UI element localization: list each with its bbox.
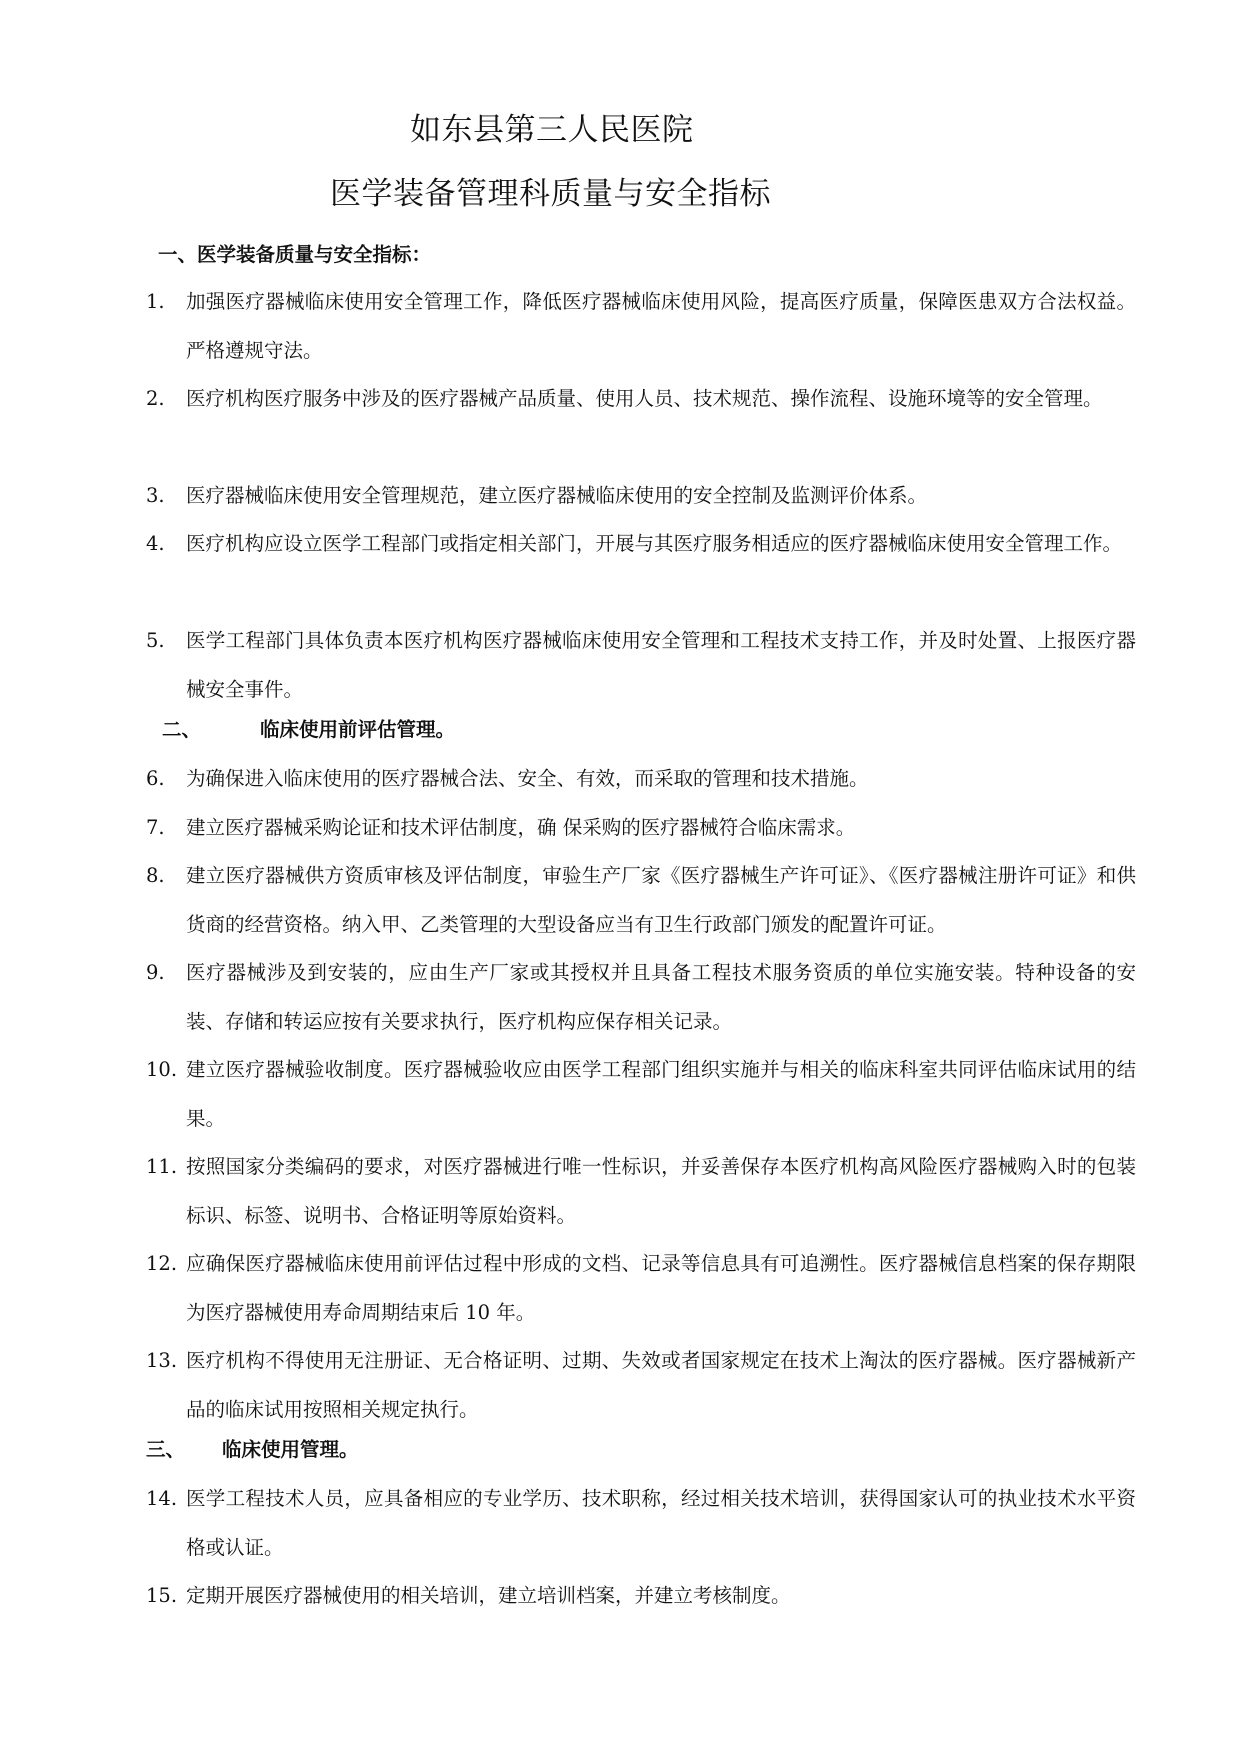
item-text: 医学工程部门具体负责本医疗机构医疗器械临床使用安全管理和工程技术支持工作，并及时处置、上报医疗器械安全事件。 [186, 629, 1136, 701]
section-number: 三、 [146, 1438, 186, 1461]
item-text: 医疗机构不得使用无注册证、无合格证明、过期、失效或者国家规定在技术上淘汰的医疗器械。医疗器械新产品的临床试用按照相关规定执行。 [186, 1349, 1136, 1421]
item-text: 定期开展医疗器械使用的相关培训，建立培训档案，并建立考核制度。 [186, 1584, 791, 1607]
item-number: 7. [146, 816, 165, 839]
item-number: 5. [146, 629, 165, 652]
item-text: 应确保医疗器械临床使用前评估过程中形成的文档、记录等信息具有可追溯性。医疗器械信息档案的保存期限为医疗器械使用寿命周期结束后 10 年。 [186, 1252, 1136, 1324]
item-text: 医学工程技术人员，应具备相应的专业学历、技术职称，经过相关技术培训，获得国家认可的执业技术水平资格或认证。 [186, 1487, 1136, 1559]
list-item [146, 948, 1136, 1046]
section-title: 医学装备质量与安全指标： [197, 243, 432, 266]
section-title: 临床使用管理。 [222, 1438, 359, 1461]
item-number: 15. [146, 1584, 178, 1607]
item-text: 建立医疗器械供方资质审核及评估制度，审验生产厂家《医疗器械生产许可证》、《医疗器械注册许可证》和供货商的经营资格。纳入甲、乙类管理的大型设备应当有卫生行政部门颁发的配置许可证。 [186, 864, 1136, 936]
item-text: 建立医疗器械验收制度。医疗器械验收应由医学工程部门组织实施并与相关的临床科室共同评估临床试用的结果。 [186, 1058, 1136, 1130]
list-item [146, 851, 1136, 949]
section-heading-1 [158, 240, 431, 270]
item-number: 8. [146, 864, 165, 887]
item-text: 加强医疗器械临床使用安全管理工作，降低医疗器械临床使用风险，提高医疗质量，保障医患双方合法权益。严格遵规守法。 [186, 290, 1136, 362]
item-number: 9. [146, 961, 165, 984]
document-title-hospital: 如东县第三人民医院 [410, 112, 694, 148]
list-item [146, 616, 1136, 714]
section-heading-3 [146, 1435, 359, 1465]
list-item [146, 1474, 1136, 1572]
item-text: 为确保进入临床使用的医疗器械合法、安全、有效，而采取的管理和技术措施。 [186, 767, 869, 790]
item-text: 按照国家分类编码的要求，对医疗器械进行唯一性标识，并妥善保存本医疗机构高风险医疗器械购入时的包装标识、标签、说明书、合格证明等原始资料。 [186, 1155, 1136, 1227]
item-text: 医疗机构应设立医学工程部门或指定相关部门，开展与其医疗服务相适应的医疗器械临床使用安全管理工作。 [186, 532, 1123, 555]
item-number: 10. [146, 1058, 178, 1081]
section-title: 临床使用前评估管理。 [260, 718, 456, 741]
item-number: 13. [146, 1349, 178, 1372]
list-item [146, 1045, 1136, 1143]
item-text: 建立医疗器械采购论证和技术评估制度，确 保采购的医疗器械符合临床需求。 [186, 816, 856, 839]
list-item [146, 803, 1136, 852]
item-number: 14. [146, 1487, 178, 1510]
item-number: 2. [146, 387, 165, 410]
item-number: 12. [146, 1252, 178, 1275]
item-text: 医疗器械涉及到安装的，应由生产厂家或其授权并且具备工程技术服务资质的单位实施安装。特种设备的安装、存储和转运应按有关要求执行，医疗机构应保存相关记录。 [186, 961, 1136, 1033]
item-number: 3. [146, 484, 165, 507]
item-number: 1. [146, 290, 165, 313]
document-title-subject: 医学装备管理科质量与安全指标 [330, 176, 771, 212]
list-item [146, 754, 1136, 803]
list-item [146, 519, 1136, 568]
item-text: 医疗机构医疗服务中涉及的医疗器械产品质量、使用人员、技术规范、操作流程、设施环境等的安全管理。 [186, 387, 1103, 410]
item-number: 4. [146, 532, 165, 555]
section-number: 二、 [162, 718, 202, 741]
section-heading-2 [162, 715, 455, 745]
list-item [146, 1142, 1136, 1240]
list-item [146, 277, 1136, 375]
list-item [146, 1571, 1136, 1620]
list-item [146, 1336, 1136, 1434]
list-item [146, 471, 1136, 520]
section-number: 一、 [158, 243, 198, 266]
item-number: 11. [146, 1155, 178, 1178]
item-number: 6. [146, 767, 165, 790]
list-item [146, 1239, 1136, 1337]
list-item [146, 374, 1136, 423]
item-text: 医疗器械临床使用安全管理规范，建立医疗器械临床使用的安全控制及监测评价体系。 [186, 484, 928, 507]
